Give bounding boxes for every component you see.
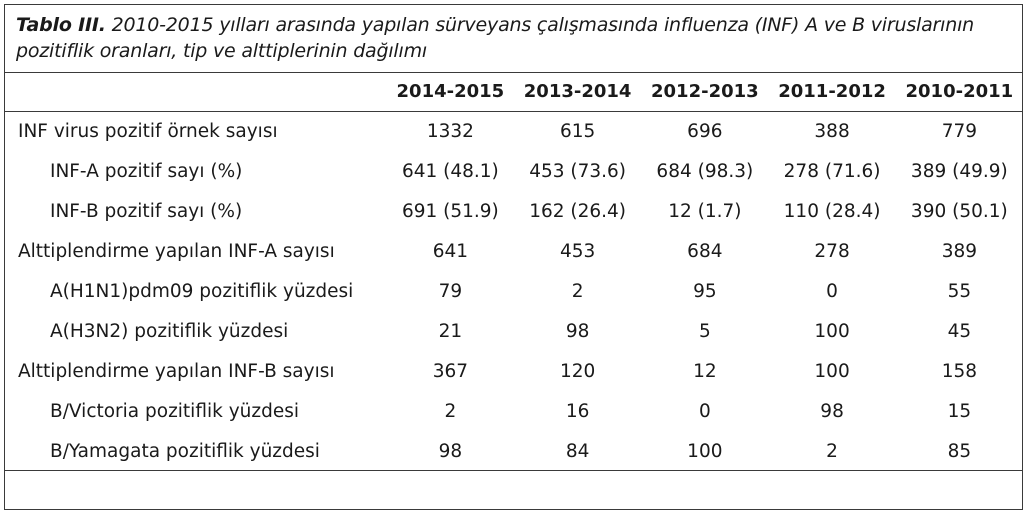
table-cell: 84	[565, 440, 590, 462]
table-cell: 98	[565, 320, 590, 342]
row-label: Alttiplendirme yapılan INF-B sayısı	[18, 360, 335, 382]
table-cell: 453	[559, 240, 596, 262]
table-cell: 12	[693, 360, 717, 382]
table-row	[4, 151, 1023, 191]
header-row	[4, 72, 1023, 111]
column-header: 2013-2014	[523, 81, 632, 102]
column-header: 2014-2015	[396, 81, 505, 102]
table-cell: 389 (49.9)	[910, 160, 1008, 182]
table-cell: 0	[826, 280, 838, 302]
table-cell: 684	[687, 240, 723, 262]
caption-lead: Tablo III.	[16, 14, 106, 36]
table-cell: 367	[432, 360, 469, 382]
table-row	[4, 311, 1023, 351]
table-cell: 110 (28.4)	[783, 200, 881, 222]
table-header	[4, 72, 1023, 111]
table-cell: 691 (51.9)	[401, 200, 499, 222]
table-row	[4, 111, 1023, 151]
table-cell: 100	[814, 360, 850, 382]
table-cell: 0	[698, 400, 711, 422]
row-label: B/Yamagata pozitiflik yüzdesi	[50, 440, 320, 462]
table-body	[4, 111, 1023, 471]
table-cell: 2	[571, 280, 584, 302]
table-cell: 79	[438, 280, 463, 302]
table-cell: 5	[698, 320, 711, 342]
table-cell: 16	[565, 400, 590, 422]
table-cell: 615	[559, 120, 596, 142]
table-caption	[16, 12, 1016, 64]
table-cell: 98	[438, 440, 463, 462]
table-cell: 641	[432, 240, 469, 262]
caption-text: 2010-2015 yılları arasında yapılan sürveyans çalışmasında influenza (INF) A ve B viruslarının pozitiflik oranları, tip ve alttiplerinin dağılımı	[16, 14, 975, 62]
table-cell: 389	[941, 240, 977, 262]
table-cell: 98	[820, 400, 844, 422]
table-row	[4, 271, 1023, 311]
table-row	[4, 191, 1023, 231]
table-cell: 100	[814, 320, 850, 342]
row-label: INF virus pozitif örnek sayısı	[18, 120, 278, 142]
table-cell: 278	[814, 240, 850, 262]
column-header: 2011-2012	[778, 81, 886, 102]
table-cell: 21	[438, 320, 463, 342]
column-header: 2010-2011	[905, 81, 1014, 102]
table-cell: 641 (48.1)	[401, 160, 499, 182]
table-cell: 12 (1.7)	[668, 200, 742, 222]
column-header	[4, 72, 387, 111]
table-cell: 85	[947, 440, 972, 462]
table-cell: 120	[559, 360, 596, 382]
table-row	[4, 391, 1023, 431]
table-cell: 45	[947, 320, 972, 342]
data-table	[4, 72, 1023, 471]
row-label: Alttiplendirme yapılan INF-A sayısı	[18, 240, 335, 262]
table-cell: 388	[814, 120, 850, 142]
table-cell: 696	[687, 120, 723, 142]
table-cell: 2	[444, 400, 457, 422]
row-label: INF-A pozitif sayı (%)	[50, 160, 243, 182]
table-cell: 453 (73.6)	[529, 160, 627, 182]
table-cell: 100	[687, 440, 723, 462]
row-label: A(H3N2) pozitiflik yüzdesi	[50, 320, 289, 342]
table-cell: 95	[693, 280, 717, 302]
table-cell: 278 (71.6)	[783, 160, 881, 182]
table-cell: 1332	[426, 120, 474, 142]
column-header: 2012-2013	[651, 81, 759, 102]
row-label: A(H1N1)pdm09 pozitiflik yüzdesi	[50, 280, 354, 302]
table-row	[4, 231, 1023, 271]
table-cell: 15	[947, 400, 972, 422]
table-cell: 390 (50.1)	[910, 200, 1008, 222]
table-cell: 684 (98.3)	[656, 160, 754, 182]
table-cell: 2	[826, 440, 838, 462]
table-row	[4, 431, 1023, 471]
table-cell: 158	[941, 360, 977, 382]
table-cell: 55	[947, 280, 972, 302]
row-label: INF-B pozitif sayı (%)	[50, 200, 243, 222]
table-row	[4, 351, 1023, 391]
table-cell: 779	[941, 120, 977, 142]
row-label: B/Victoria pozitiflik yüzdesi	[50, 400, 300, 422]
table-cell: 162 (26.4)	[529, 200, 627, 222]
